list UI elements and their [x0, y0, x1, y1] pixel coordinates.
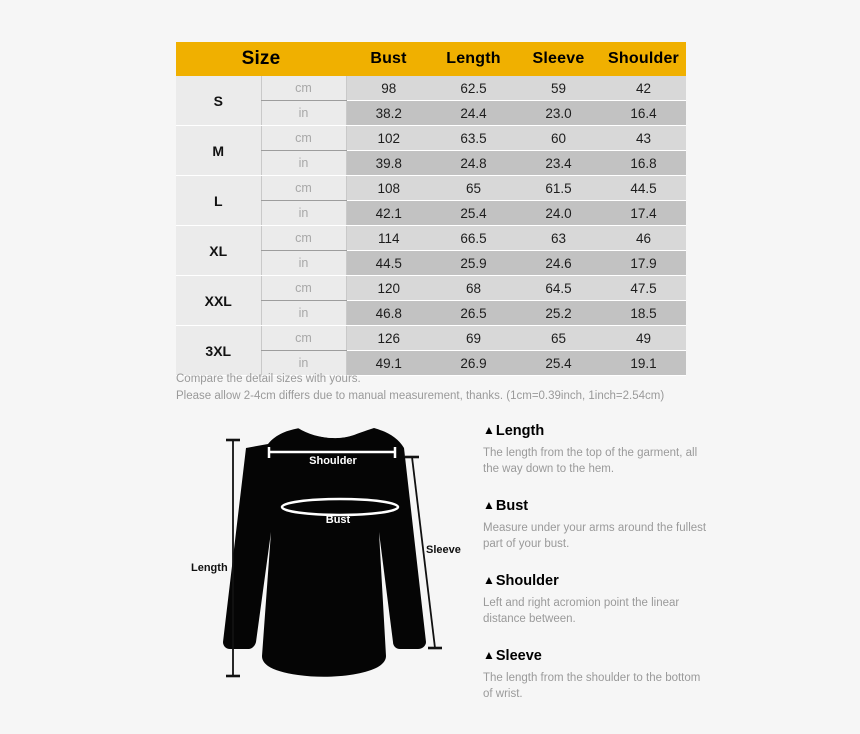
- cell-bust-in: 38.2: [346, 101, 431, 126]
- cell-shoulder-in: 17.4: [601, 201, 686, 226]
- cell-shoulder-cm: 49: [601, 326, 686, 351]
- description-block-shoulder: [483, 572, 713, 627]
- unit-label-cm: cm: [261, 276, 346, 301]
- cell-bust-in: 39.8: [346, 151, 431, 176]
- cell-bust-cm: 102: [346, 126, 431, 151]
- description-title-text: Length: [495, 423, 545, 439]
- cell-shoulder-cm: 47.5: [601, 276, 686, 301]
- cell-bust-cm: 114: [346, 226, 431, 251]
- size-label: L: [176, 176, 261, 226]
- cell-bust-cm: 108: [346, 176, 431, 201]
- unit-label-in: in: [261, 351, 346, 376]
- description-body-sleeve: The length from the shoulder to the bottom of wrist.: [483, 672, 701, 700]
- cell-sleeve-cm: 60: [516, 126, 601, 151]
- cell-length-cm: 69: [431, 326, 516, 351]
- size-label: M: [176, 126, 261, 176]
- description-block-length: [483, 422, 713, 477]
- description-block-sleeve: [483, 647, 713, 702]
- column-header-shoulder: Shoulder: [601, 42, 686, 76]
- unit-label-cm: cm: [261, 76, 346, 101]
- description-title-bust: [483, 497, 713, 515]
- description-title-length: [483, 422, 713, 440]
- note-line-1: Compare the detail sizes with yours.: [176, 373, 361, 385]
- garment-diagram: [176, 420, 476, 710]
- description-title-sleeve: [483, 647, 713, 665]
- measurement-descriptions: [483, 422, 713, 722]
- table-row: [176, 126, 686, 151]
- column-header-bust: Bust: [346, 42, 431, 76]
- triangle-bullet-icon: ▲: [483, 498, 495, 512]
- cell-length-in: 26.5: [431, 301, 516, 326]
- cell-shoulder-in: 16.8: [601, 151, 686, 176]
- size-label: XXL: [176, 276, 261, 326]
- description-body-length: The length from the top of the garment, all the way down to the hem.: [483, 447, 698, 475]
- cell-shoulder-cm: 43: [601, 126, 686, 151]
- unit-label-in: in: [261, 201, 346, 226]
- triangle-bullet-icon: ▲: [483, 648, 495, 662]
- cell-length-cm: 62.5: [431, 76, 516, 101]
- diagram-label-length: Length: [191, 562, 228, 574]
- cell-sleeve-cm: 64.5: [516, 276, 601, 301]
- description-body-bust: Measure under your arms around the fullest part of your bust.: [483, 522, 707, 550]
- cell-bust-cm: 120: [346, 276, 431, 301]
- diagram-label-shoulder: Shoulder: [309, 455, 357, 467]
- cell-shoulder-in: 19.1: [601, 351, 686, 376]
- cell-sleeve-in: 23.4: [516, 151, 601, 176]
- triangle-bullet-icon: ▲: [483, 423, 495, 437]
- cell-bust-in: 46.8: [346, 301, 431, 326]
- cell-length-cm: 63.5: [431, 126, 516, 151]
- cell-bust-in: 49.1: [346, 351, 431, 376]
- cell-shoulder-in: 16.4: [601, 101, 686, 126]
- table-body: [176, 76, 686, 376]
- cell-bust-in: 44.5: [346, 251, 431, 276]
- cell-sleeve-in: 25.4: [516, 351, 601, 376]
- table-row: [176, 326, 686, 351]
- table-row: [176, 226, 686, 251]
- description-title-text: Sleeve: [495, 648, 542, 664]
- size-label: S: [176, 76, 261, 126]
- cell-length-in: 25.4: [431, 201, 516, 226]
- column-header-sleeve: Sleeve: [516, 42, 601, 76]
- size-chart-table: [176, 42, 686, 376]
- cell-length-cm: 68: [431, 276, 516, 301]
- column-header-size: Size: [176, 42, 346, 76]
- table-row: [176, 176, 686, 201]
- size-label: 3XL: [176, 326, 261, 376]
- description-title-text: Bust: [495, 498, 529, 514]
- cell-shoulder-in: 18.5: [601, 301, 686, 326]
- cell-shoulder-cm: 46: [601, 226, 686, 251]
- cell-length-in: 26.9: [431, 351, 516, 376]
- unit-label-in: in: [261, 251, 346, 276]
- unit-label-in: in: [261, 151, 346, 176]
- cell-length-in: 25.9: [431, 251, 516, 276]
- description-title-shoulder: [483, 572, 713, 590]
- description-block-bust: [483, 497, 713, 552]
- cell-sleeve-in: 25.2: [516, 301, 601, 326]
- cell-bust-cm: 98: [346, 76, 431, 101]
- cell-bust-cm: 126: [346, 326, 431, 351]
- description-body-shoulder: Left and right acromion point the linear distance between.: [483, 597, 680, 625]
- unit-label-cm: cm: [261, 176, 346, 201]
- cell-shoulder-cm: 44.5: [601, 176, 686, 201]
- size-label: XL: [176, 226, 261, 276]
- unit-label-in: in: [261, 101, 346, 126]
- unit-label-cm: cm: [261, 226, 346, 251]
- unit-label-in: in: [261, 301, 346, 326]
- cell-sleeve-in: 24.6: [516, 251, 601, 276]
- diagram-label-bust: Bust: [325, 514, 351, 526]
- size-chart-table-container: [176, 42, 686, 376]
- unit-label-cm: cm: [261, 326, 346, 351]
- cell-length-cm: 65: [431, 176, 516, 201]
- cell-sleeve-in: 24.0: [516, 201, 601, 226]
- cell-length-in: 24.4: [431, 101, 516, 126]
- measurement-notes: [176, 371, 776, 405]
- table-header-row: [176, 42, 686, 76]
- table-row: [176, 76, 686, 101]
- cell-bust-in: 42.1: [346, 201, 431, 226]
- cell-sleeve-cm: 65: [516, 326, 601, 351]
- table-row: [176, 276, 686, 301]
- cell-sleeve-in: 23.0: [516, 101, 601, 126]
- description-title-text: Shoulder: [495, 573, 559, 589]
- cell-shoulder-cm: 42: [601, 76, 686, 101]
- cell-sleeve-cm: 61.5: [516, 176, 601, 201]
- cell-sleeve-cm: 59: [516, 76, 601, 101]
- cell-length-cm: 66.5: [431, 226, 516, 251]
- cell-shoulder-in: 17.9: [601, 251, 686, 276]
- unit-label-cm: cm: [261, 126, 346, 151]
- triangle-bullet-icon: ▲: [483, 573, 495, 587]
- cell-length-in: 24.8: [431, 151, 516, 176]
- note-line-2: Please allow 2-4cm differs due to manual measurement, thanks. (1cm=0.39inch, 1inch=2.54cm): [176, 390, 665, 402]
- column-header-length: Length: [431, 42, 516, 76]
- cell-sleeve-cm: 63: [516, 226, 601, 251]
- diagram-label-sleeve: Sleeve: [426, 544, 461, 556]
